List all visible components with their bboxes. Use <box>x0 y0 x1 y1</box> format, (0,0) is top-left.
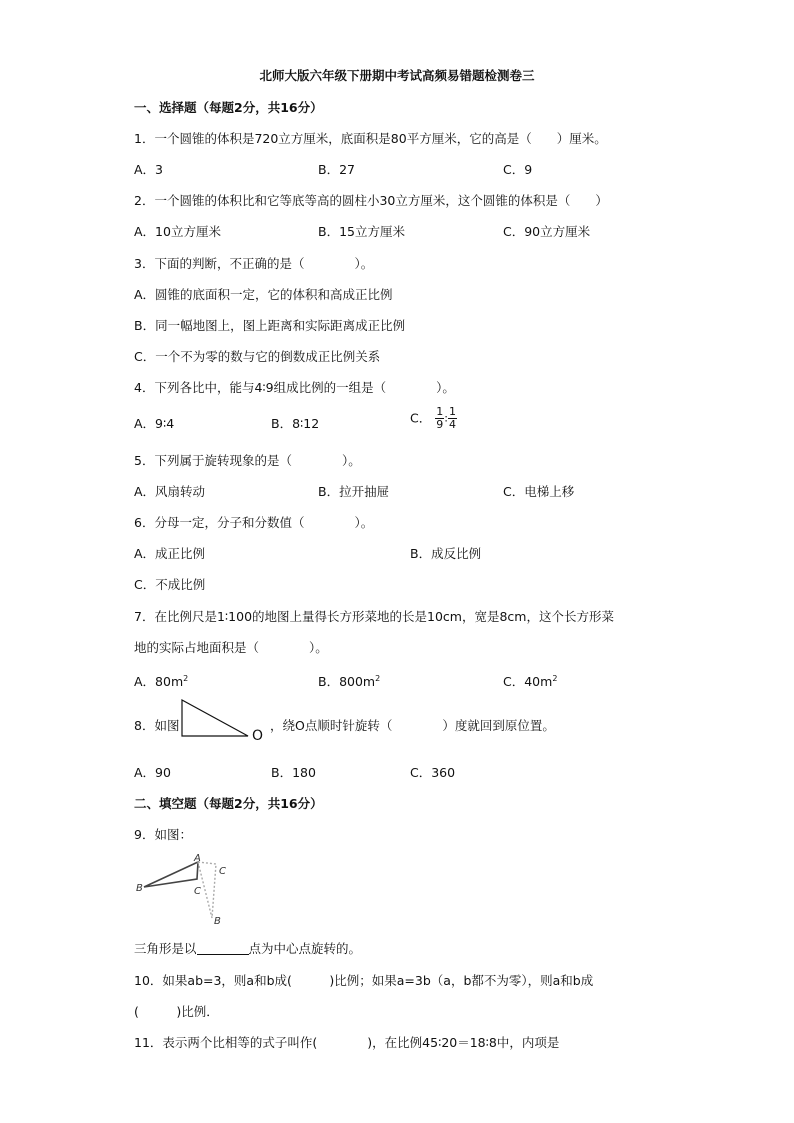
q3-option-b[interactable]: B．同一幅地图上，图上距离和实际距离成正比例 <box>134 318 406 333</box>
fraction-one-ninth: $\frac{1}{9}$ <box>436 405 444 431</box>
q4-option-c[interactable]: C． $\frac{1}{9}$ : $\frac{1}{4}$ <box>410 405 456 431</box>
q1-option-c[interactable]: C．9 <box>503 162 533 177</box>
fraction-one-fourth: $\frac{1}{4}$ <box>448 405 456 431</box>
q1-option-a[interactable]: A．3 <box>134 162 164 177</box>
point-b-label: B <box>136 883 143 894</box>
q3-option-c[interactable]: C．一个不为零的数与它的倒数成正比例关系 <box>134 349 381 364</box>
q3-option-a[interactable]: A．圆锥的底面积一定，它的体积和高成正比例 <box>134 287 393 302</box>
q6-option-c[interactable]: C．不成比例 <box>134 577 206 592</box>
q5-option-b[interactable]: B．拉开抽屉 <box>318 484 390 499</box>
rotation-point-o: O <box>252 728 264 744</box>
q4-option-b[interactable]: B．8∶12 <box>271 416 320 431</box>
q5-option-a[interactable]: A．风扇转动 <box>134 484 206 499</box>
q8-option-c[interactable]: C．360 <box>410 765 456 780</box>
q6-option-b[interactable]: B．成反比例 <box>410 546 482 561</box>
question-7-line-2: 地的实际占地面积是（ ）。 <box>134 640 328 655</box>
original-triangle <box>144 862 198 887</box>
question-9: 9．如图： <box>134 827 192 842</box>
section-2-heading: 二、填空题（每题2分，共16分） <box>134 796 323 811</box>
question-7-line-1: 7．在比例尺是1∶100的地图上量得长方形菜地的长是10cm，宽是8cm，这个长方形菜 <box>134 609 614 624</box>
question-11: 11．表示两个比相等的式子叫作( )，在比例45∶20＝18∶8中，内项是 <box>134 1035 560 1050</box>
right-triangle-figure <box>180 698 252 740</box>
point-a-label: A <box>194 853 201 864</box>
q2-option-c[interactable]: C．90立方厘米 <box>503 224 591 239</box>
point-b-prime-label: B <box>214 916 221 927</box>
question-2: 2．一个圆锥的体积比和它等底等高的圆柱小30立方厘米，这个圆锥的体积是（ ） <box>134 193 608 208</box>
rotation-figure <box>134 850 244 930</box>
q7-option-a[interactable]: A．$80m^2$ <box>134 674 189 689</box>
q2-option-b[interactable]: B．15立方厘米 <box>318 224 405 239</box>
q6-option-a[interactable]: A．成正比例 <box>134 546 206 561</box>
question-8-suffix: ，绕O点顺时针旋转（ ）度就回到原位置。 <box>270 718 555 733</box>
right-triangle <box>182 700 248 736</box>
question-6: 6．分母一定，分子和分数值（ ）。 <box>134 515 374 530</box>
q1-option-b[interactable]: B．27 <box>318 162 355 177</box>
question-1: 1．一个圆锥的体积是720立方厘米，底面积是80平方厘米，它的高是（ ）厘米。 <box>134 131 607 146</box>
q5-option-c[interactable]: C．电梯上移 <box>503 484 575 499</box>
q4-option-a[interactable]: A．9∶4 <box>134 416 175 431</box>
q4-option-c-label: C． <box>410 410 432 426</box>
question-9-answer: 三角形是以 点为中心点旋转的。 <box>134 941 362 956</box>
q7-option-c[interactable]: C．$40m^2$ <box>503 674 558 689</box>
q8-option-a[interactable]: A．90 <box>134 765 171 780</box>
q8-option-b[interactable]: B．180 <box>271 765 316 780</box>
page-title: 北师大版六年级下册期中考试高频易错题检测卷三 <box>259 68 535 83</box>
question-3: 3．下面的判断，不正确的是（ ）。 <box>134 256 374 271</box>
answer-blank[interactable] <box>197 942 249 955</box>
question-4: 4．下列各比中，能与4∶9组成比例的一组是（ ）。 <box>134 380 455 395</box>
point-c-prime-label: C <box>219 866 226 877</box>
question-10-line-2: ( )比例． <box>134 1004 219 1019</box>
q7-option-b[interactable]: B．$800m^2$ <box>318 674 381 689</box>
section-1-heading: 一、选择题（每题2分，共16分） <box>134 100 323 115</box>
q2-option-a[interactable]: A．10立方厘米 <box>134 224 221 239</box>
question-8-prefix: 8．如图 <box>134 718 180 733</box>
question-10-line-1: 10．如果ab=3，则a和b成( )比例；如果a=3b（a，b都不为零），则a和b成 <box>134 973 594 988</box>
point-c-label: C <box>194 886 201 897</box>
question-5: 5．下列属于旋转现象的是（ ）。 <box>134 453 361 468</box>
